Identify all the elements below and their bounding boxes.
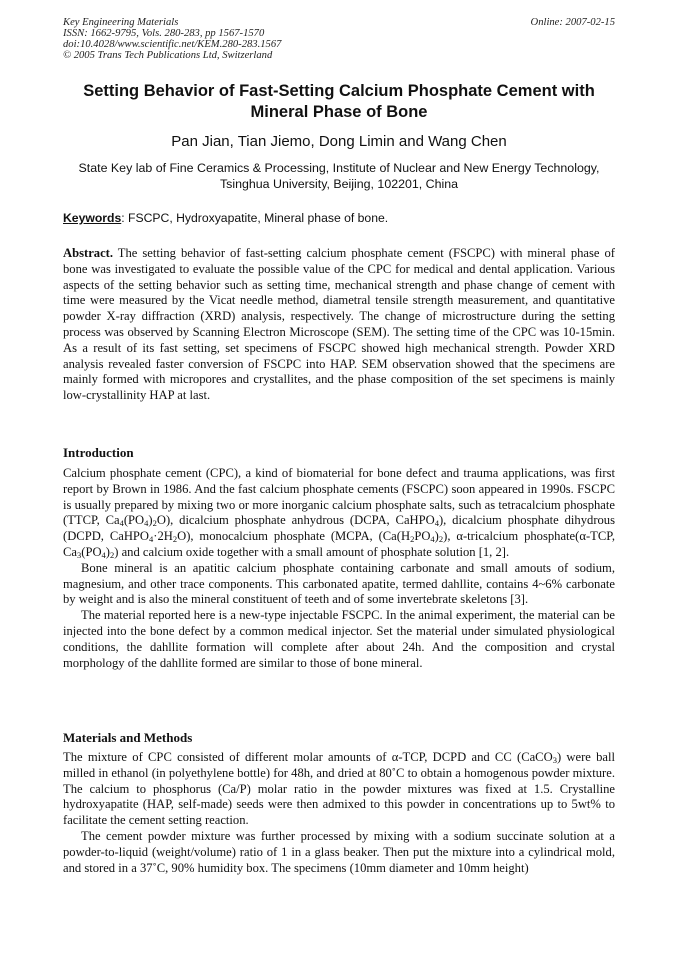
copyright-line: © 2005 Trans Tech Publications Ltd, Switzerland	[63, 50, 273, 61]
methods-body	[63, 750, 615, 876]
journal-header	[63, 17, 281, 61]
keywords-text: FSCPC, Hydroxyapatite, Mineral phase of bone.	[124, 211, 389, 225]
title-line-1: Setting Behavior of Fast-Setting Calcium Phosphate Cement with	[83, 82, 595, 100]
issn-line: ISSN: 1662-9795, Vols. 280-283, pp 1567-1570	[63, 28, 265, 39]
doi-line: doi:10.4028/www.scientific.net/KEM.280-283.1567	[63, 39, 282, 50]
methods-paragraph-2: The cement powder mixture was further processed by mixing with a sodium succinate solution at a powder-to-liquid (weight/volume) ratio of 1 in a glass beaker. Then put the mixture into a cylindrical mold, and stored in a 37˚C, 90% humidity box. The specimens (10mm diameter and 10mm height)	[63, 828, 615, 875]
paper-title	[50, 81, 628, 123]
abstract-label: Abstract.	[63, 246, 114, 260]
intro-paragraph-1: Calcium phosphate cement (CPC), a kind of biomaterial for bone defect and trauma applications, was first report by Brown in 1986. And the fast calcium phosphate cements (FSCPC) soon appeared in 1990s. FSCPC is usually prepared by mixing two or more inorganic calcium phosphate salts, such as tetracalcium phosphate (TTCP, $Ca_4(PO_4)_2O$), dicalcium phosphate anhydrous (DCPA, CaHPO$_4$), dicalcium phosphate dihydrous (DCPD, $CaHPO_4\cdot 2H_2O$), monocalcium phosphate (MCPA, $(Ca(H_2PO_4)_2)$, α-tricalcium phosphate(α-TCP, $Ca_3(PO_4)_2$) and calcium oxide together with a small amount of phosphate solution [1, 2].	[63, 466, 616, 560]
title-line-2: Mineral Phase of Bone	[250, 103, 428, 121]
keywords-colon: :	[121, 211, 125, 225]
journal-name: Key Engineering Materials	[63, 17, 179, 28]
affiliation-line-2: Tsinghua University, Beijing, 102201, China	[219, 177, 459, 191]
introduction-body	[63, 466, 615, 671]
author-list: Pan Jian, Tian Jiemo, Dong Limin and Wang Chen	[171, 133, 507, 150]
intro-paragraph-3: The material reported here is a new-type injectable FSCPC. In the animal experiment, the material can be injected into the bone defect by a common medical injector. Set the material under simulated physiological conditions, the dahllite formation will complete after about 24h. And the composition and crystal morphology of the dahllite formed are similar to those of bone mineral.	[63, 608, 615, 670]
affiliation-line-1: State Key lab of Fine Ceramics & Processing, Institute of Nuclear and New Energy Technology,	[78, 161, 600, 175]
introduction-heading: Introduction	[63, 445, 134, 460]
abstract-text: The setting behavior of fast-setting calcium phosphate cement (FSCPC) with mineral phase of bone was investigated to evaluate the possible value of the CPC for medical and dental application. Various aspects of the setting behavior such as setting time, mechanical strength and phase change of cement with time were measured by the Vicat needle method, diametral tensile strength measurement, and quantitative powder X-ray diffraction (XRD) analysis, respectively. The change of microstructure during the setting process was observed by Scanning Electron Microscope (SEM). The setting time of the CPC was 10-15min. As a result of its fast setting, set specimens of FSCPC showed high mechanical strength. Powder XRD analysis revealed faster conversion of FSCPC into HAP. SEM observation showed that the specimens are mainly formed with micropores and crystallites, and the phase composition of the set specimens is mainly low-crystallinity HAP at last.	[63, 246, 615, 403]
keywords-label: Keywords	[63, 211, 122, 225]
abstract	[63, 246, 615, 404]
affiliation	[50, 160, 628, 192]
intro-paragraph-2: Bone mineral is an apatitic calcium phosphate containing carbonate and small amouts of sodium, magnesium, and other trace components. This carbonated apatite, termed dahllite, contains 4~6% carbonate by weight and is also the mineral constituent of teeth and of some invertebrate skeletons [3].	[63, 560, 615, 607]
keywords	[63, 210, 388, 226]
online-date: Online: 2007-02-15	[530, 17, 615, 28]
methods-paragraph-1: The mixture of CPC consisted of different molar amounts of α-TCP, DCPD and CC (CaCO$_3$) were ball milled in ethanol (in polyethylene bottle) for 48h, and dried at 80˚C to obtain a homogenous powder mixture. The calcium to phosphorus (Ca/P) molar ratio in the powder mixtures was fixed at 1.5. Crystalline hydroxyapatite (HAP, self-made) seeds were then admixed to this powder in concentrations up to 5wt% to facilitate the cement setting reaction.	[63, 750, 616, 828]
methods-heading: Materials and Methods	[63, 730, 193, 745]
